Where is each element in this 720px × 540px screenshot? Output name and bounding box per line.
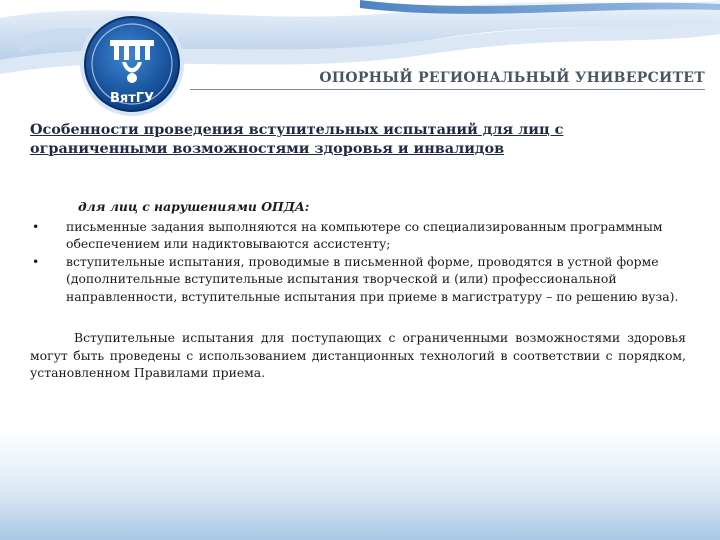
bullet-text: вступительные испытания, проводимые в письменной форме, проводятся в устной форме (дополнительные вступительные испытания творческой и (или) профессиональной направленности, вступительные испытания при приеме в магистратуру – по решению вуза).	[66, 253, 679, 304]
bullet-icon: •	[32, 253, 40, 269]
logo-text: ВятГУ	[109, 91, 155, 106]
body-paragraph: Вступительные испытания для поступающих с ограниченными возможностями здоровья могут быть проведены с использованием дистанционных технологий в соответствии с порядком, установленном Правилами приема.	[30, 330, 686, 380]
list-item	[30, 218, 686, 253]
slide-title: Особенности проведения вступительных испытаний для лиц с ограниченными возможностями здоровья и инвалидов	[30, 121, 564, 157]
bullet-list	[30, 218, 686, 306]
section-subheading: для лиц с нарушениями ОПДА:	[78, 199, 310, 214]
slide-content	[30, 198, 686, 382]
university-logo	[78, 10, 186, 118]
list-item	[30, 253, 686, 306]
bullet-text: письменные задания выполняются на компьютере со специализированным программным обеспечением или надиктовываются ассистенту;	[66, 218, 663, 251]
bullet-icon: •	[32, 218, 40, 234]
university-tagline: ОПОРНЫЙ РЕГИОНАЛЬНЫЙ УНИВЕРСИТЕТ	[190, 70, 705, 90]
background-gradient	[0, 430, 720, 540]
